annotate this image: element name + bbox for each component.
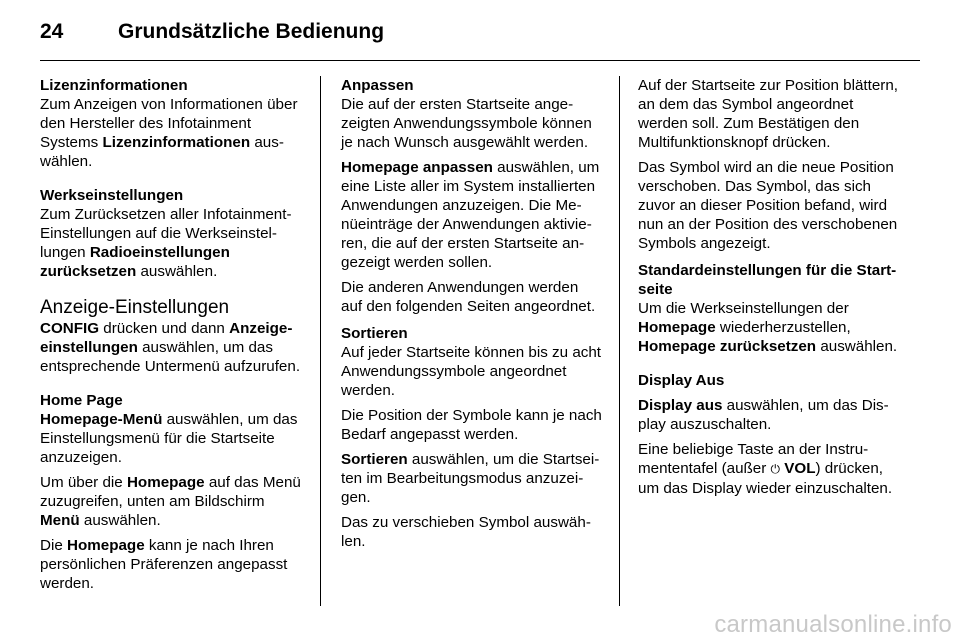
body-text: auswählen, um das entsprechende Untermenü aufzurufen. [40, 339, 301, 375]
menu-term: Radioeinstellungen zurücksetzen [40, 244, 230, 280]
column-1 [40, 76, 302, 599]
paragraph [638, 396, 900, 434]
body-text: auswählen, um die Startseiten im Bearbeitungsmodus anzuzeigen. [341, 451, 600, 506]
body-text: auswählen. [816, 338, 898, 355]
section-standardeinstellungen [638, 261, 900, 356]
paragraph: Das zu verschieben Symbol auswählen. [341, 514, 591, 550]
subheading: Sortieren [341, 325, 408, 342]
section-home-page [40, 391, 302, 593]
paragraph: Die Position der Symbole kann je nach Bedarf angepasst werden. [341, 407, 602, 443]
paragraph [638, 440, 900, 498]
paragraph: Auf der Startseite zur Position blättern, an dem das Symbol angeordnet werden soll. Zum Bestätigen den Multifunktionsknopf drücken. [638, 77, 899, 151]
menu-term: Homepage-Menü [40, 411, 163, 428]
subheading: Lizenzinformationen [40, 77, 188, 94]
subheading: Display Aus [638, 372, 725, 389]
body-text: Um über die [40, 474, 127, 491]
menu-term: Menü [40, 512, 80, 529]
subheading: Home Page [40, 392, 123, 409]
menu-term: Homepage [126, 474, 205, 491]
menu-term: VOL [780, 460, 816, 477]
paragraph [341, 450, 603, 507]
menu-term: Anzeigeeinstellungen [40, 320, 293, 356]
paragraph: Auf jeder Startseite können bis zu acht Anwendungssymbole angeordnet werden. [341, 344, 602, 399]
menu-term: CONFIG [40, 320, 100, 337]
menu-term: Sortieren [341, 451, 408, 468]
body-text: Eine beliebige Taste an der Instrumententafel (außer [638, 441, 869, 477]
section-anpassen [341, 76, 603, 316]
body-text: auf das Menü zuzugreifen, unten am Bildschirm [40, 474, 301, 510]
page-title: Grundsätzliche Bedienung [118, 20, 385, 43]
paragraph: Die anderen Anwendungen werden auf den folgenden Seiten angeordnet. [341, 279, 596, 315]
body-text: wiederherzustellen, [715, 319, 851, 336]
body-text: auswählen. [40, 134, 284, 170]
section-display-aus [638, 371, 900, 498]
menu-term: Homepage zurücksetzen [638, 338, 817, 355]
body-text: Zum Anzeigen von Informationen über den Hersteller des Infotainment Systems [40, 96, 298, 151]
watermark: carmanualsonline.info [714, 611, 952, 638]
body-text: auswählen. [79, 512, 161, 529]
paragraph [40, 410, 302, 467]
header-divider [40, 60, 920, 61]
paragraph: Das Symbol wird an die neue Position verschoben. Das Symbol, das sich zuvor an dieser Position befand, wird nun an der Position des verschobenen Symbols angezeigt. [638, 159, 898, 252]
menu-term: Lizenzinformationen [102, 134, 251, 151]
subheading: Standardeinstellungen für die Startseite [638, 262, 897, 298]
menu-term: Homepage anpassen [341, 159, 493, 176]
column-divider [619, 76, 620, 606]
body-text: auswählen, um das Display auszuschalten. [638, 397, 889, 433]
body-text: auswählen, um das Einstellungsmenü für die Startseite anzuzeigen. [40, 411, 298, 466]
menu-term: Homepage [67, 537, 145, 554]
section-heading: Anzeige-Einstellungen [40, 297, 230, 318]
body-text: Zum Zurücksetzen aller Infotainment-Einstellungen auf die Werkseinstellungen [40, 206, 292, 261]
section-sortieren [341, 324, 603, 551]
page-header [40, 18, 920, 64]
paragraph: Die auf der ersten Startseite angezeigten Anwendungssymbole können je nach Wunsch ausgewählt werden. [341, 96, 592, 151]
subheading: Anpassen [341, 77, 414, 94]
body-text: auswählen, um eine Liste aller im System installierten Anwendungen anzuzeigen. Die Menüeinträge der Anwendungen aktivieren, die auf der ersten Startseite angezeigt werden sollen. [341, 159, 600, 271]
page-number: 24 [40, 20, 64, 43]
body-text: Um die Werkseinstellungen der [638, 300, 849, 317]
section-lizenzinformationen [40, 76, 302, 171]
body-text: ) drücken, um das Display wieder einzuschalten. [638, 460, 893, 497]
subheading: Werkseinstellungen [40, 187, 184, 204]
body-text: kann je nach Ihren persönlichen Präferenzen angepasst werden. [40, 537, 288, 592]
column-divider [320, 76, 321, 606]
paragraph [40, 536, 302, 593]
column-3 [638, 76, 900, 504]
body-text: auswählen. [136, 263, 218, 280]
paragraph [40, 473, 302, 530]
column-2 [341, 76, 603, 557]
menu-term: Display aus [638, 397, 723, 414]
power-icon: ⏻ [770, 462, 781, 476]
body-text: drücken und dann [99, 320, 230, 337]
menu-term: Homepage [638, 319, 716, 336]
section-anzeige-einstellungen [40, 296, 302, 376]
section-werkseinstellungen [40, 186, 302, 281]
body-text: Die [40, 537, 68, 554]
paragraph [341, 158, 603, 272]
